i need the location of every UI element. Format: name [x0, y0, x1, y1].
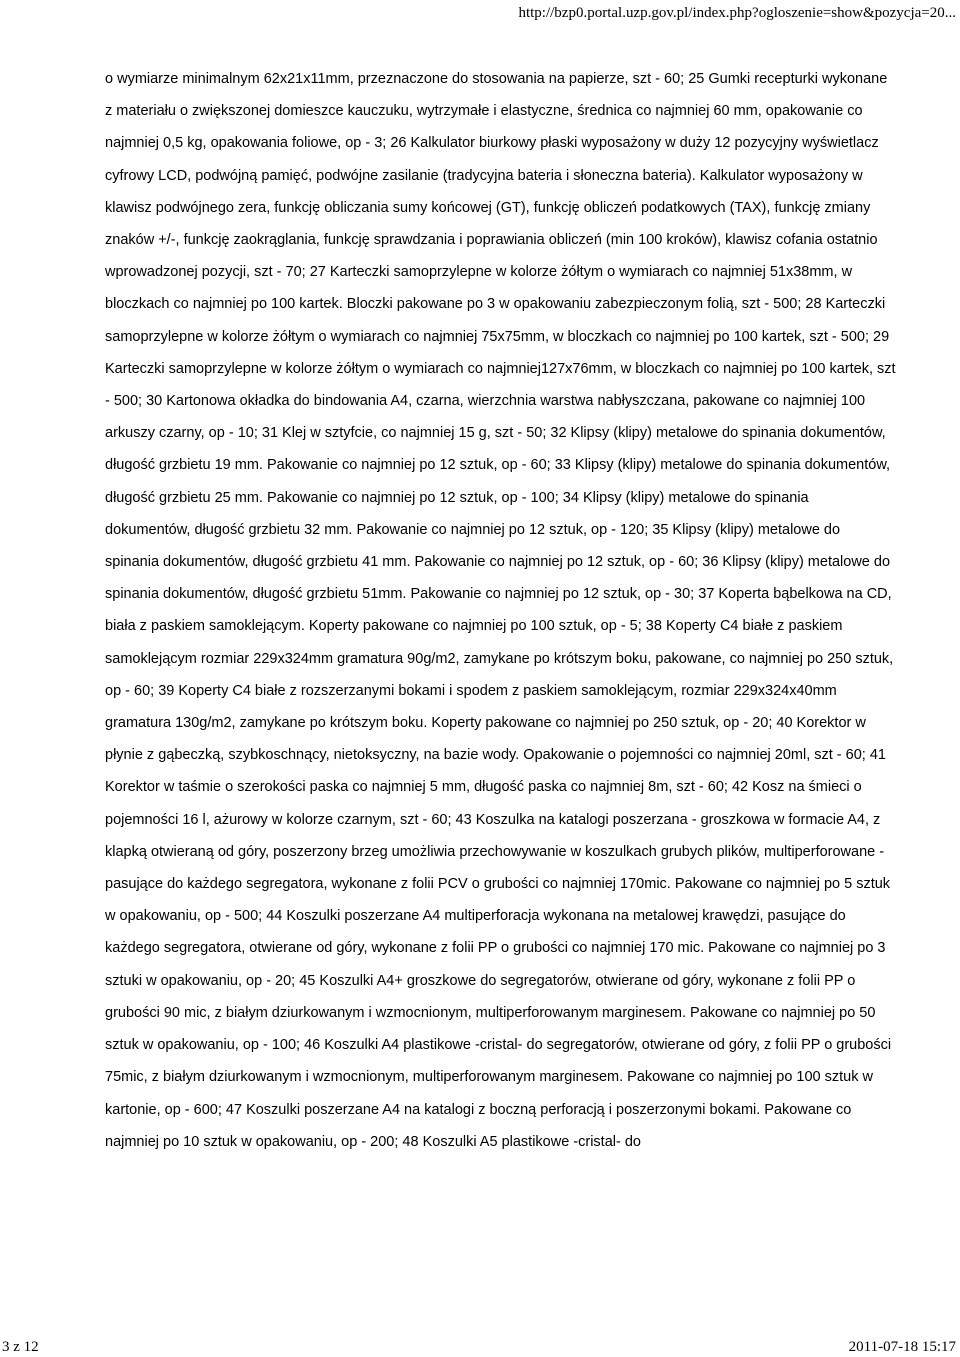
print-date: 2011-07-18 15:17 [848, 1339, 956, 1355]
page-url-header: http://bzp0.portal.uzp.gov.pl/index.php?ogloszenie=show&pozycja=20... [518, 5, 956, 21]
document-body: o wymiarze minimalnym 62x21x11mm, przeznaczone do stosowania na papierze, szt - 60; 25 Gumki recepturki wykonane z materiału o zwiększonej domieszce kauczuku, wytrzymałe i elastyczne, średnica co najmniej 60 mm, opakowanie co najmniej 0,5 kg, opakowania foliowe, op - 3; 26 Kalkulator biurkowy płaski wyposażony w duży 12 pozycyjny wyświetlacz cyfrowy LCD, podwójną pamięć, podwójne zasilanie (tradycyjna bateria i słoneczna bateria). Kalkulator wyposażony w klawisz podwójnego zera, funkcję obliczania sumy końcowej (GT), funkcję obliczeń podatkowych (TAX), funkcję zmiany znaków +/-, funkcję zaokrąglania, funkcję sprawdzania i poprawiania obliczeń (min 100 kroków), klawisz cofania ostatnio wprowadzonej pozycji, szt - 70; 27 Karteczki samoprzylepne w kolorze żółtym o wymiarach co najmniej 51x38mm, w bloczkach co najmniej po 100 kartek. Bloczki pakowane po 3 w opakowaniu zabezpieczonym folią, szt - 500; 28 Karteczki samoprzylepne w kolorze żółtym o wymiarach co najmniej 75x75mm, w bloczkach co najmniej po 100 kartek, szt - 500; 29 Karteczki samoprzylepne w kolorze żółtym o wymiarach co najmniej127x76mm, w bloczkach co najmniej po 100 kartek, szt - 500; 30 Kartonowa okładka do bindowania A4, czarna, wierzchnia warstwa nabłyszczana, pakowane co najmniej 100 arkuszy czarny, op - 10; 31 Klej w sztyfcie, co najmniej 15 g, szt - 50; 32 Klipsy (klipy) metalowe do spinania dokumentów, długość grzbietu 19 mm. Pakowanie co najmniej po 12 sztuk, op - 60; 33 Klipsy (klipy) metalowe do spinania dokumentów, długość grzbietu 25 mm. Pakowanie co najmniej po 12 sztuk, op - 100; 34 Klipsy (klipy) metalowe do spinania dokumentów, długość grzbietu 32 mm. Pakowanie co najmniej po 12 sztuk, op - 120; 35 Klipsy (klipy) metalowe do spinania dokumentów, długość grzbietu 41 mm. Pakowanie co najmniej po 12 sztuk, op - 60; 36 Klipsy (klipy) metalowe do spinania dokumentów, długość grzbietu 51mm. Pakowanie co najmniej po 12 sztuk, op - 30; 37 Koperta bąbelkowa na CD, biała z paskiem samoklejącym. Koperty pakowane co najmniej po 100 sztuk, op - 5; 38 Koperty C4 białe z paskiem samoklejącym rozmiar 229x324mm gramatura 90g/m2, zamykane po krótszym boku, pakowane, co najmniej po 250 sztuk, op - 60; 39 Koperty C4 białe z rozszerzanymi bokami i spodem z paskiem samoklejącym, rozmiar 229x324x40mm gramatura 130g/m2, zamykane po krótszym boku. Koperty pakowane co najmniej po 250 sztuk, op - 20; 40 Korektor w płynie z gąbeczką, szybkoschnący, nietoksyczny, na bazie wody. Opakowanie o pojemności co najmniej 20ml, szt - 60; 41 Korektor w taśmie o szerokości paska co najmniej 5 mm, długość paska co najmniej 8m, szt - 60; 42 Kosz na śmieci o pojemności 16 l, ażurowy w kolorze czarnym, szt - 60; 43 Koszulka na katalogi poszerzana - groszkowa w formacie A4, z klapką otwieraną od góry, poszerzony brzeg umożliwia przechowywanie w koszulkach grubych plików, multiperforowane - pasujące do każdego segregatora, wykonane z folii PCV o grubości co najmniej 170mic. Pakowane co najmniej po 5 sztuk w opakowaniu, op - 500; 44 Koszulki poszerzane A4 multiperforacja wykonana na metalowej krawędzi, pasujące do każdego segregatora, otwierane od góry, wykonane z folii PP o grubości co najmniej 170 mic. Pakowane co najmniej po 3 sztuki w opakowaniu, op - 20; 45 Koszulki A4+ groszkowe do segregatorów, otwierane od góry, wykonane z folii PP o grubości 90 mic, z białym dziurkowanym i wzmocnionym, multiperforowanym marginesem. Pakowane co najmniej po 50 sztuk w opakowaniu, op - 100; 46 Koszulki A4 plastikowe -cristal- do segregatorów, otwierane od góry, z folii PP o grubości 75mic, z białym dziurkowanym i wzmocnionym, multiperforowanym marginesem. Pakowane co najmniej po 100 sztuk w kartonie, op - 600; 47 Koszulki poszerzane A4 na katalogi z boczną perforacją i poszerzonymi bokami. Pakowane co najmniej po 10 sztuk w opakowaniu, op - 200; 48 Koszulki A5 plastikowe -cristal- do [105, 71, 896, 1150]
page-number: 3 z 12 [2, 1339, 39, 1355]
